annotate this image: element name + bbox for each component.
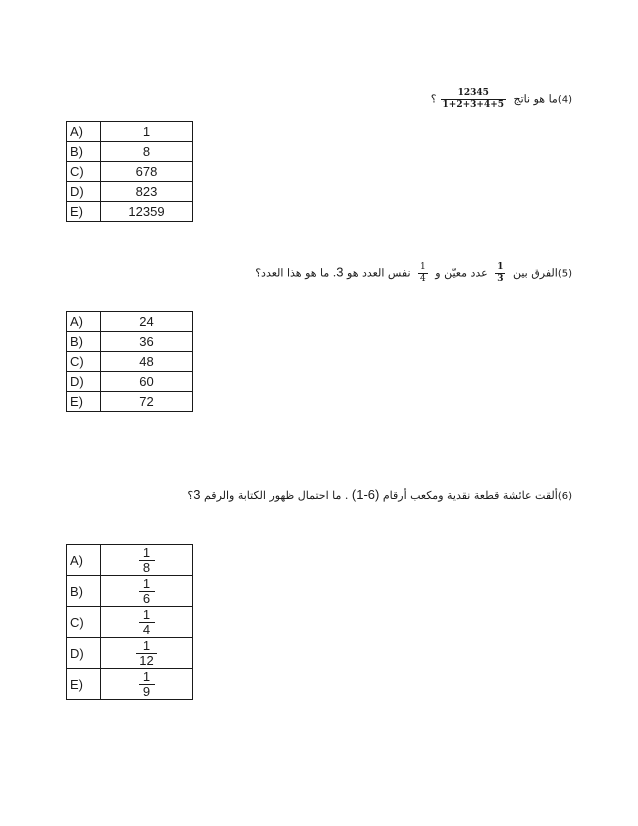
option-value (101, 576, 193, 607)
option-value (101, 638, 193, 669)
question-value: 3 (336, 264, 344, 280)
option-row (67, 352, 193, 372)
question-5 (255, 262, 572, 285)
option-label: D) (67, 638, 101, 669)
option-row (67, 202, 193, 222)
fraction-numerator: 1 (420, 262, 426, 272)
option-fraction (139, 670, 155, 699)
question-6 (187, 488, 572, 504)
options-table-q5 (66, 311, 193, 412)
fraction-one-quarter (418, 262, 428, 285)
question-4 (431, 88, 572, 111)
option-label: D) (67, 372, 101, 392)
dice-range: (1-6) (351, 487, 380, 502)
fraction-denominator: 12 (136, 653, 156, 668)
option-label: A) (67, 122, 101, 142)
option-value: 8 (101, 142, 193, 162)
fraction-numerator: 1 (142, 576, 151, 591)
option-row (67, 332, 193, 352)
question-text: ما هو ناتج (513, 92, 558, 106)
fraction-denominator: 6 (139, 591, 155, 606)
option-label: A) (67, 312, 101, 332)
option-row (67, 392, 193, 412)
question-number: (5) (557, 268, 572, 280)
option-label: E) (67, 669, 101, 700)
option-value: 48 (101, 352, 193, 372)
option-value (101, 607, 193, 638)
option-label: C) (67, 162, 101, 182)
fraction (441, 88, 506, 111)
option-row (67, 312, 193, 332)
question-text-d: . ما هو هذا العدد؟ (255, 266, 337, 280)
fraction-numerator: 1 (142, 638, 151, 653)
fraction-denominator: 4 (139, 622, 155, 637)
option-label: D) (67, 182, 101, 202)
fraction-denominator: 4 (420, 274, 426, 284)
option-row (67, 607, 193, 638)
option-row (67, 545, 193, 576)
option-value: 823 (101, 182, 193, 202)
fraction-numerator: 1 (142, 669, 151, 684)
option-label: B) (67, 332, 101, 352)
option-row (67, 142, 193, 162)
option-fraction (139, 577, 155, 606)
fraction-numerator: 12345 (457, 88, 489, 98)
option-label: C) (67, 607, 101, 638)
option-fraction (139, 546, 155, 575)
fraction-denominator: 3 (497, 274, 504, 284)
option-value: 24 (101, 312, 193, 332)
options-table-q6 (66, 544, 193, 700)
option-label: B) (67, 576, 101, 607)
fraction-numerator: 1 (142, 607, 151, 622)
question-value: 3 (193, 487, 201, 502)
option-value (101, 545, 193, 576)
option-fraction (136, 639, 156, 668)
option-row (67, 182, 193, 202)
option-label: E) (67, 392, 101, 412)
fraction-denominator: 8 (139, 560, 155, 575)
option-value: 12359 (101, 202, 193, 222)
fraction-one-third (495, 262, 505, 285)
option-row (67, 576, 193, 607)
option-label: A) (67, 545, 101, 576)
question-text-b: عدد معيّن و (435, 266, 488, 280)
fraction-denominator: 9 (139, 684, 155, 699)
option-label: B) (67, 142, 101, 162)
option-value: 60 (101, 372, 193, 392)
option-value (101, 669, 193, 700)
option-row (67, 638, 193, 669)
fraction-numerator: 1 (497, 262, 504, 272)
option-row (67, 162, 193, 182)
fraction-numerator: 1 (142, 545, 151, 560)
option-label: E) (67, 202, 101, 222)
question-mark: ؟ (430, 92, 437, 106)
option-row (67, 669, 193, 700)
option-value: 678 (101, 162, 193, 182)
question-text-a: ألقت عائشة قطعة نقدية ومكعب أرقام (382, 489, 558, 502)
option-fraction (139, 608, 155, 637)
option-row (67, 372, 193, 392)
option-value: 36 (101, 332, 193, 352)
option-value: 1 (101, 122, 193, 142)
option-label: C) (67, 352, 101, 372)
question-text-b: . ما احتمال ظهور الكتابة والرقم (203, 489, 349, 502)
question-number: (6) (557, 491, 572, 502)
options-table-q4 (66, 121, 193, 222)
fraction-denominator: 1+2+3+4+5 (442, 100, 505, 110)
question-mark: ؟ (187, 489, 194, 502)
question-text-c: نفس العدد هو (347, 266, 411, 280)
option-row (67, 122, 193, 142)
question-number: (4) (557, 94, 572, 106)
question-text-a: الفرق بين (512, 266, 558, 280)
option-value: 72 (101, 392, 193, 412)
